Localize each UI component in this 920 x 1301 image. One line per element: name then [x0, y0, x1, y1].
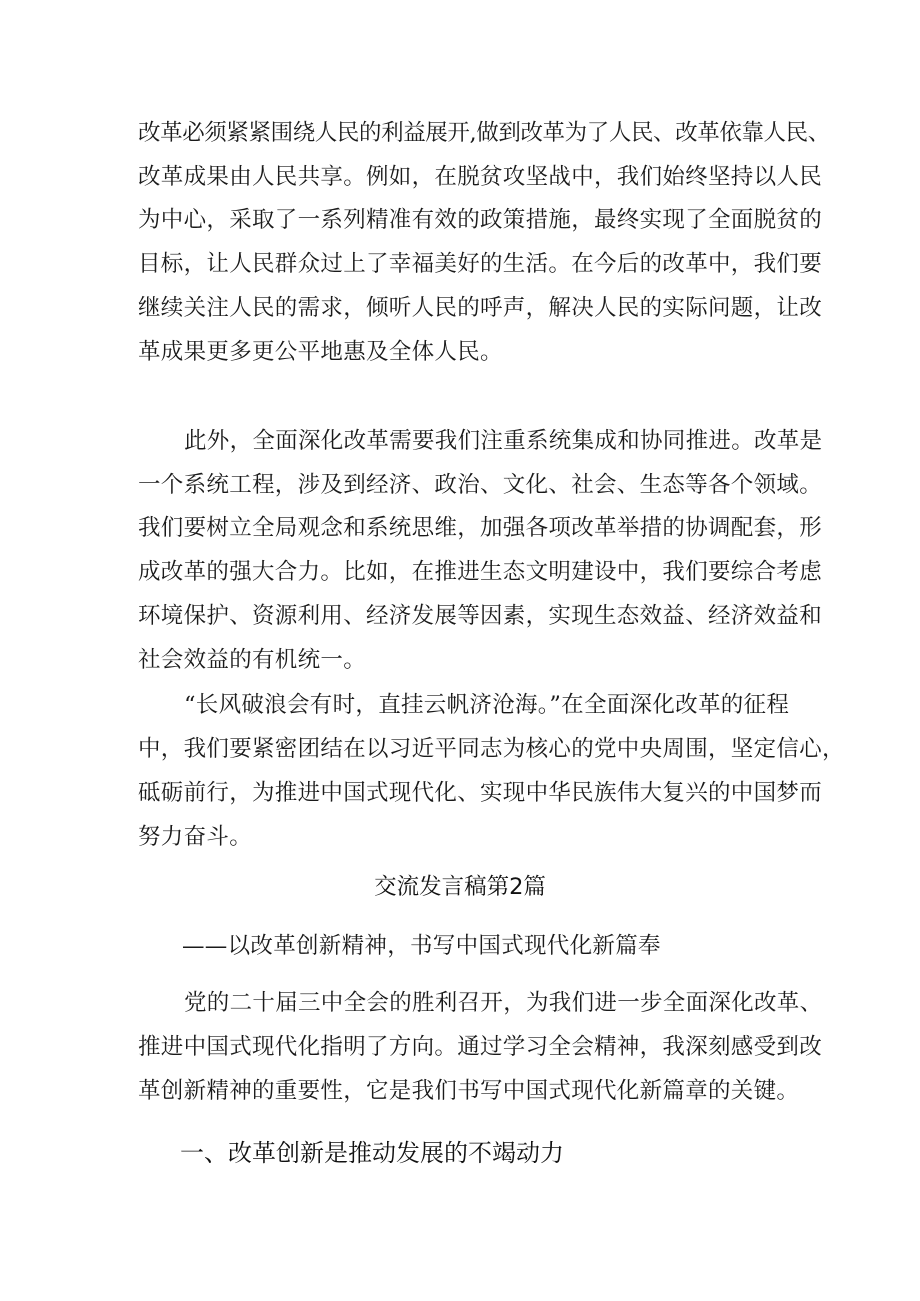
- text-line: 继续关注人民的需求，倾听人民的呼声，解决人民的实际问题，让改: [138, 295, 823, 321]
- text-line: 革创新精神的重要性，它是我们书写中国式现代化新篇章的关键。: [138, 1078, 800, 1104]
- text-line: 党的二十届三中全会的胜利召开，为我们进一步全面深化改革、: [184, 990, 823, 1016]
- article-subtitle: ——以改革创新精神，书写中国式现代化新篇奉: [182, 933, 661, 959]
- section-heading: 一、改革创新是推动发展的不竭动力: [180, 1139, 564, 1167]
- text-line: “长风破浪会有时，直挂云帆济沧海。”在全面深化改革的征程: [184, 692, 790, 718]
- text-line: 努力奋斗。: [138, 824, 253, 850]
- text-line: 一个系统工程，涉及到经济、政治、文化、社会、生态等各个领域。: [138, 472, 823, 498]
- text-line: 此外，全面深化改革需要我们注重系统集成和协同推进。改革是: [184, 428, 823, 454]
- text-line: 环境保护、资源利用、经济发展等因素，实现生态效益、经济效益和: [138, 603, 823, 629]
- text-line: 革成果更多更公平地惠及全体人民。: [138, 339, 503, 365]
- text-line: 改革必须紧紧围绕人民的利益展开,做到改革为了人民、改革依靠人民、: [138, 120, 830, 146]
- text-line: 目标，让人民群众过上了幸福美好的生活。在今后的改革中，我们要: [138, 251, 823, 277]
- article-title: 交流发言稿第2篇: [374, 874, 546, 900]
- text-line: 中，我们要紧密团结在以习近平同志为核心的党中央周围，坚定信心，: [138, 736, 845, 762]
- text-line: 我们要树立全局观念和系统思维，加强各项改革举措的协调配套，形: [138, 515, 823, 541]
- text-line: 成改革的强大合力。比如，在推进生态文明建设中，我们要综合考虑: [138, 559, 823, 585]
- text-line: 社会效益的有机统一。: [138, 647, 367, 673]
- text-line: 砥砺前行，为推进中国式现代化、实现中华民族伟大复兴的中国梦而: [138, 780, 823, 806]
- text-line: 推进中国式现代化指明了方向。通过学习全会精神，我深刻感受到改: [138, 1034, 823, 1060]
- text-line: 改革成果由人民共享。例如，在脱贫攻坚战中，我们始终坚持以人民: [138, 164, 823, 190]
- text-line: 为中心，采取了一系列精准有效的政策措施，最终实现了全面脱贫的: [138, 207, 823, 233]
